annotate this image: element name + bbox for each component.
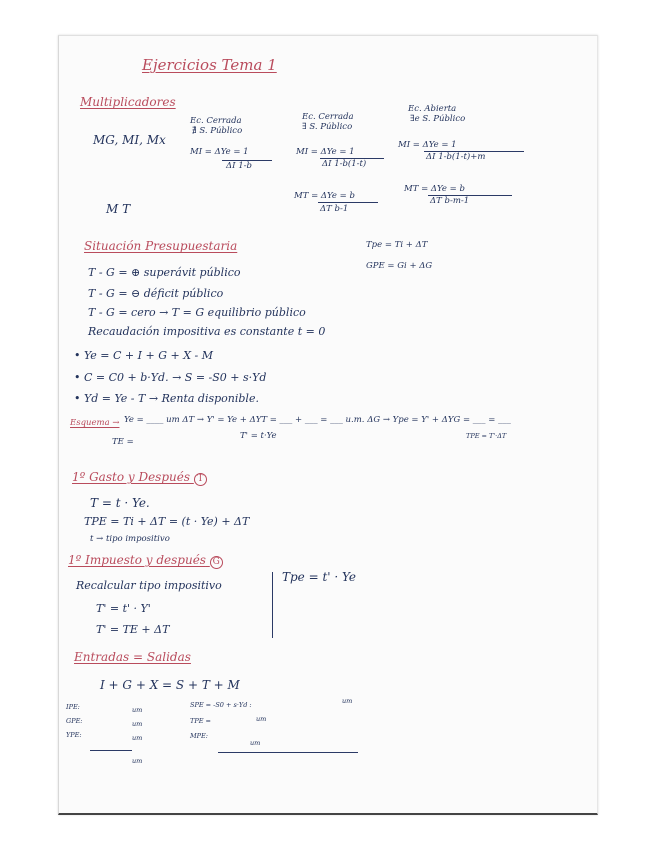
gpe-label: GPE: (66, 717, 83, 725)
te-label: TE = (112, 437, 134, 447)
um-unit: um (342, 697, 353, 705)
col1-denominator: ΔI 1-b (226, 161, 252, 171)
um-unit: um (132, 720, 143, 728)
tax-rate-note: t → tipo impositivo (90, 534, 170, 544)
esquema-label: Esquema → (70, 418, 120, 428)
um-unit: um (132, 734, 143, 742)
col3-mt-formula: MT = ΔYe = b (404, 184, 465, 194)
deficit-line: T - G = ⊖ déficit público (88, 287, 224, 300)
tpe-label: TPE = (190, 717, 211, 725)
col3-subheader: ∃e S. Público (410, 114, 466, 124)
surplus-line: T - G = ⊕ superávit público (88, 266, 241, 279)
income-identity: • Ye = C + I + G + X - M (74, 349, 213, 362)
sum-line (218, 752, 358, 753)
multiplier-symbols: MG, MI, Mx (93, 133, 166, 147)
um-unit: um (256, 715, 267, 723)
col2-header: Ec. Cerrada (302, 112, 354, 122)
mt-label: M T (106, 202, 131, 216)
col3-denominator: ΔI 1-b(1-t)+m (426, 152, 486, 162)
equilibrium-line: T - G = cero → T = G equilibrio público (88, 306, 306, 319)
col2-mt-denominator: ΔT b-1 (320, 204, 349, 214)
sum-line (90, 750, 132, 751)
recalc-rate: Recalcular tipo impositivo (76, 579, 222, 592)
situacion-heading: Situación Presupuestaria (84, 239, 238, 253)
vertical-divider (272, 572, 273, 638)
tpe-result: TPE = T'·ΔT (466, 432, 507, 440)
circled-g: G (210, 556, 223, 569)
col1-header: Ec. Cerrada (190, 116, 242, 126)
col1-subheader: ∄ S. Público (192, 126, 243, 136)
circled-t: T (194, 473, 207, 486)
ipe-label: IPE: (66, 703, 80, 711)
um-unit: um (132, 706, 143, 714)
fraction-bar (318, 202, 378, 203)
entradas-heading: Entradas = Salidas (74, 650, 191, 664)
gpe-formula: GPE = Gi + ΔG (366, 261, 433, 271)
col3-header: Ec. Abierta (408, 104, 457, 114)
col3-formula: MI = ΔYe = 1 (398, 140, 457, 150)
spe-label: SPE = -S0 + s·Yd : (190, 701, 252, 709)
um-unit: um (250, 739, 261, 747)
constant-tax-line: Recaudación impositiva es constante t = 0 (88, 325, 326, 338)
entradas-equation: I + G + X = S + T + M (100, 678, 240, 692)
page-title: Ejercicios Tema 1 (142, 56, 277, 74)
tax-formula: T = t · Ye. (90, 496, 150, 510)
tpe-formula: Tpe = Ti + ΔT (366, 240, 428, 250)
col2-denominator: ΔI 1-b(1-t) (322, 159, 367, 169)
t-prime-income: T' = t' · Y' (96, 602, 151, 615)
mpe-label: MPE: (190, 732, 208, 740)
tpe-right: Tpe = t' · Ye (282, 570, 357, 584)
impuesto-heading: 1º Impuesto y después G (68, 554, 223, 569)
multiplicadores-heading: Multiplicadores (80, 95, 176, 109)
um-unit: um (132, 757, 143, 765)
tpe-formula-long: TPE = Ti + ΔT = (t · Ye) + ΔT (84, 515, 250, 528)
consumption-function: • C = C0 + b·Yd. → S = -S0 + s·Yd (74, 371, 267, 384)
col1-formula: MI = ΔYe = 1 (190, 147, 249, 157)
ype-label: YPE: (66, 731, 82, 739)
t-prime-sum: T' = TE + ΔT (96, 623, 170, 636)
col3-mt-denominator: ΔT b-m-1 (430, 196, 470, 206)
col2-subheader: ∃ S. Público (302, 122, 353, 132)
t-prime-formula: T' = t·Ye (240, 431, 277, 441)
col2-mt-formula: MT = ΔYe = b (294, 191, 355, 201)
disposable-income: • Yd = Ye - T → Renta disponible. (74, 392, 259, 405)
esquema-line: Ye = ____ um ΔT → Y' = Ye + ΔYT = ___ + ___ = ___ u.m. ΔG → Ype = Y' + ΔYG = ___ = ___ (124, 415, 511, 425)
gasto-heading: 1º Gasto y Después T (72, 471, 207, 486)
col2-formula: MI = ΔYe = 1 (296, 147, 355, 157)
